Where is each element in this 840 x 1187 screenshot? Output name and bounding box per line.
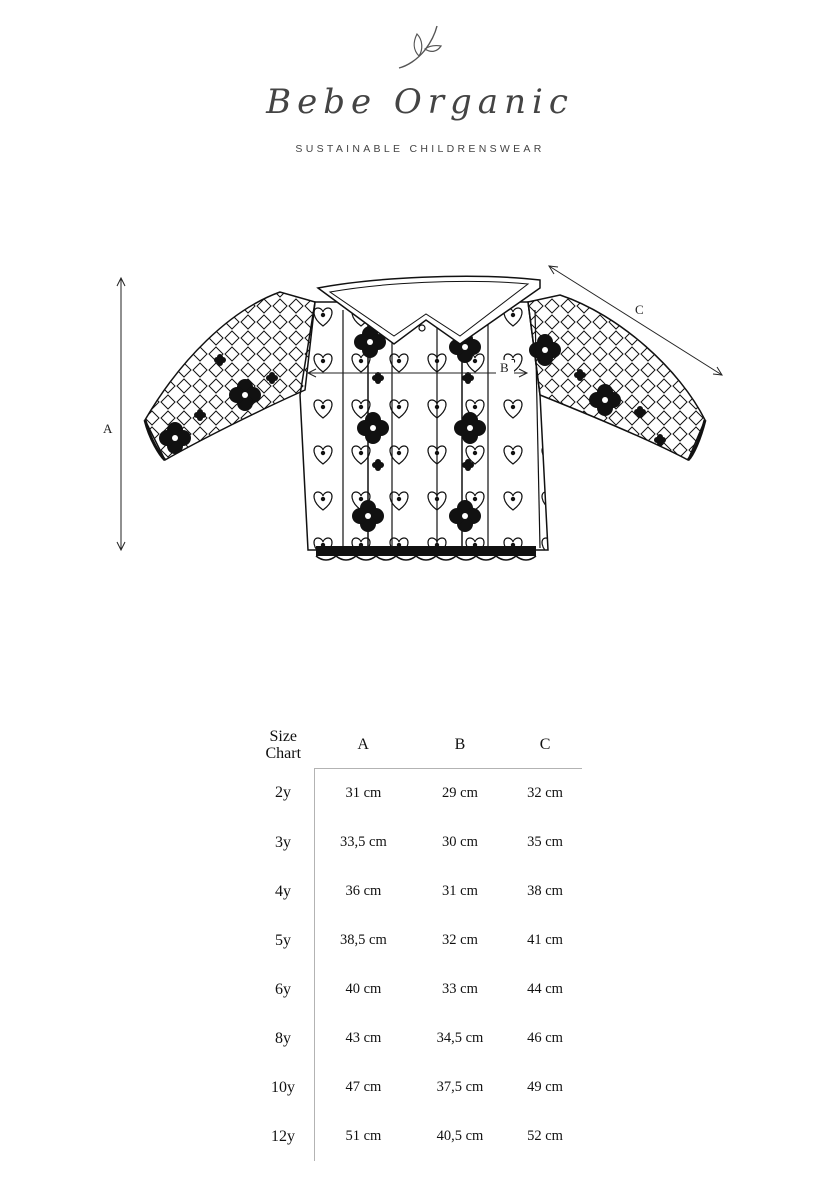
table-row [252, 1063, 582, 1112]
measure-b-cell: 34,5 cm [436, 1030, 484, 1046]
measure-b-cell: 32 cm [442, 932, 478, 948]
dimension-c-label: C [635, 302, 644, 317]
measure-a-cell: 40 cm [315, 965, 412, 1014]
brand-name: Bebe Organic [266, 82, 574, 122]
measure-c-cell: 32 cm [527, 785, 563, 801]
size-cell: 2y [275, 784, 291, 802]
measure-b-cell: 30 cm [442, 834, 478, 850]
size-cell: 5y [275, 931, 291, 949]
column-header-c: C [508, 722, 582, 769]
table-row [252, 1014, 582, 1063]
measure-a-cell: 31 cm [315, 769, 412, 819]
size-cell: 10y [271, 1078, 295, 1096]
size-cell: 6y [275, 980, 291, 998]
measure-a-cell: 38,5 cm [315, 916, 412, 965]
measure-a-cell: 33,5 cm [315, 818, 412, 867]
dimension-b-label: B [500, 360, 509, 375]
dimension-a [103, 278, 125, 550]
table-row [252, 965, 582, 1014]
measure-b-cell: 40,5 cm [436, 1128, 484, 1144]
measure-a-cell: 51 cm [315, 1112, 412, 1161]
brand-tagline: SUSTAINABLE CHILDRENSWEAR [295, 143, 545, 155]
table-row [252, 818, 582, 867]
measure-c-cell: 44 cm [527, 981, 563, 997]
measure-c-cell: 35 cm [527, 834, 563, 850]
size-cell: 8y [275, 1029, 291, 1047]
table-row [252, 1112, 582, 1161]
sweater-body [300, 302, 548, 560]
sweater-measurement-diagram [0, 250, 840, 590]
measure-b-cell: 33 cm [442, 981, 478, 997]
left-sleeve [145, 292, 315, 460]
measure-b-cell: 37,5 cm [436, 1079, 484, 1095]
column-header-b: B [412, 722, 508, 769]
measure-a-cell: 43 cm [315, 1014, 412, 1063]
measure-b-cell: 31 cm [442, 883, 478, 899]
measure-b-cell: 29 cm [442, 785, 478, 801]
size-chart [252, 722, 592, 1161]
table-row [252, 867, 582, 916]
right-sleeve [528, 295, 705, 460]
size-cell: 3y [275, 833, 291, 851]
measure-c-cell: 38 cm [527, 883, 563, 899]
measure-c-cell: 41 cm [527, 932, 563, 948]
measure-c-cell: 52 cm [527, 1128, 563, 1144]
size-chart-header [252, 722, 582, 769]
dimension-a-label: A [103, 421, 113, 436]
measure-c-cell: 46 cm [527, 1030, 563, 1046]
leaf-sprig-icon [395, 20, 445, 72]
measure-a-cell: 47 cm [315, 1063, 412, 1112]
table-row [252, 916, 582, 965]
measure-c-cell: 49 cm [527, 1079, 563, 1095]
measure-a-cell: 36 cm [315, 867, 412, 916]
size-chart-title-line2: Chart [265, 745, 302, 763]
size-chart-title [252, 722, 315, 769]
column-header-a: A [315, 722, 412, 769]
table-row [252, 769, 582, 819]
size-cell: 12y [271, 1127, 295, 1145]
size-chart-title-line1: Size [269, 728, 298, 746]
size-cell: 4y [275, 882, 291, 900]
